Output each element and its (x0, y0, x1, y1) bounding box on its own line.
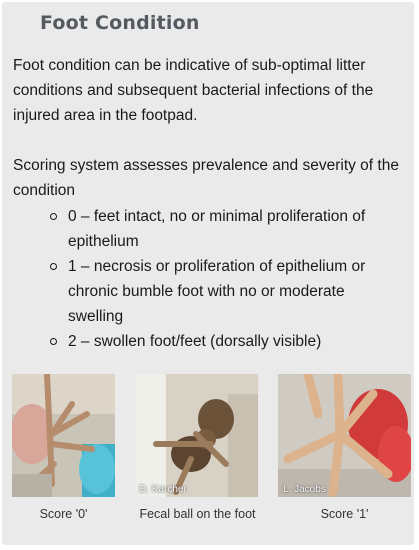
intro-paragraph: Foot condition can be indicative of sub-optimal litter conditions and subsequent bacterial infections of the injured area in the footpad. (13, 57, 374, 124)
photo-credit: D. Karcher (139, 484, 187, 495)
score-item-0 (48, 204, 398, 254)
circle-bullet-icon (50, 338, 57, 345)
score-text: 0 – feet intact, no or minimal proliferation of epithelium (68, 208, 366, 250)
foot-condition-card (2, 2, 414, 545)
score-list (48, 204, 398, 354)
score-item-2 (48, 329, 398, 354)
score-item-1 (48, 254, 398, 329)
score-text: 1 – necrosis or proliferation of epithelium or chronic bumble foot with no or moderate swelling (68, 258, 366, 325)
circle-bullet-icon (50, 213, 57, 220)
score-1-photo (278, 374, 411, 497)
score-0-photo (12, 374, 115, 497)
fecal-ball-photo (136, 374, 258, 497)
score-1-caption: Score '1' (320, 507, 369, 521)
circle-bullet-icon (50, 263, 57, 270)
score-text: 2 – swollen foot/feet (dorsally visible) (68, 333, 322, 350)
page-title: Foot Condition (40, 12, 200, 34)
photo-credit: L. Jacobs (283, 484, 326, 495)
scoring-intro-paragraph: Scoring system assesses prevalence and severity of the condition (13, 157, 399, 199)
fecal-ball-caption: Fecal ball on the foot (139, 507, 256, 521)
score-0-caption: Score '0' (39, 507, 88, 521)
